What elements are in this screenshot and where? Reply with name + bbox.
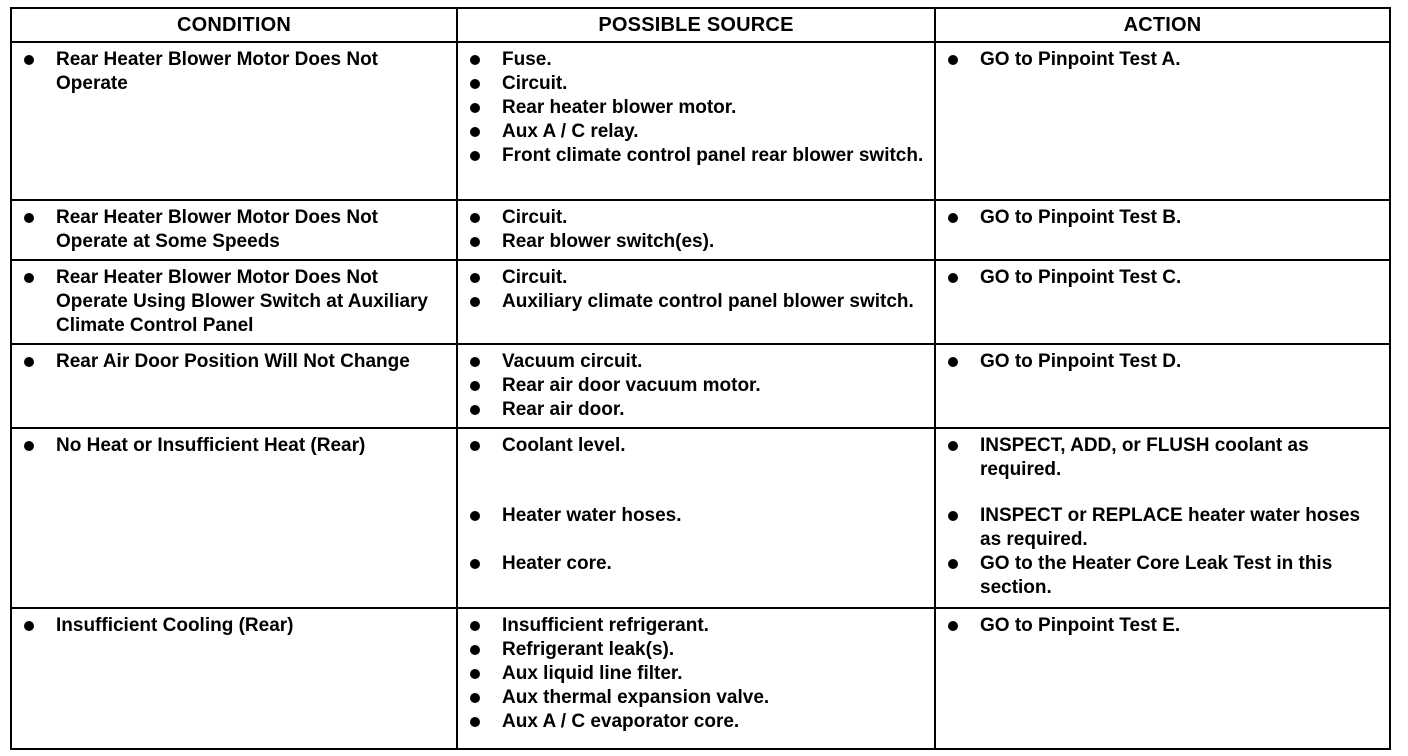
condition-cell xyxy=(11,608,457,749)
source-cell xyxy=(457,344,935,428)
source-text: Front climate control panel rear blower switch. xyxy=(502,145,924,166)
bullet-icon xyxy=(20,350,56,374)
bullet-icon xyxy=(466,144,502,168)
source-cell xyxy=(457,42,935,200)
condition-cell xyxy=(11,200,457,260)
bullet-icon xyxy=(466,614,502,638)
action-cell xyxy=(935,260,1390,344)
bullet-icon xyxy=(944,434,980,482)
table-row xyxy=(11,260,1390,344)
condition-text: Rear Heater Blower Motor Does Not Operate Using Blower Switch at Auxiliary Climate Control Panel xyxy=(56,267,429,336)
action-header: ACTION xyxy=(935,8,1390,42)
condition-text: Rear Heater Blower Motor Does Not Operate xyxy=(56,49,379,94)
bullet-icon xyxy=(466,434,502,458)
source-text: Insufficient refrigerant. xyxy=(502,615,709,636)
bullet-icon xyxy=(944,552,980,600)
bullet-icon xyxy=(466,638,502,662)
source-text: Circuit. xyxy=(502,267,568,288)
action-cell xyxy=(935,428,1390,608)
condition-cell xyxy=(11,260,457,344)
action-cell xyxy=(935,42,1390,200)
bullet-icon xyxy=(466,374,502,398)
source-text: Fuse. xyxy=(502,49,552,70)
source-text: Heater water hoses. xyxy=(502,505,682,526)
bullet-icon xyxy=(466,206,502,230)
condition-cell xyxy=(11,344,457,428)
bullet-icon xyxy=(466,552,502,576)
source-text: Coolant level. xyxy=(502,435,626,456)
action-text: GO to Pinpoint Test C. xyxy=(980,267,1182,288)
bullet-icon xyxy=(466,120,502,144)
bullet-icon xyxy=(466,96,502,120)
source-text: Aux liquid line filter. xyxy=(502,663,683,684)
action-text: INSPECT or REPLACE heater water hoses as required. xyxy=(980,505,1361,550)
action-text: GO to Pinpoint Test A. xyxy=(980,49,1181,70)
bullet-icon xyxy=(466,662,502,686)
condition-text: Rear Air Door Position Will Not Change xyxy=(56,351,410,372)
condition-text: Rear Heater Blower Motor Does Not Operate at Some Speeds xyxy=(56,207,379,252)
bullet-icon xyxy=(944,266,980,290)
table-row xyxy=(11,42,1390,200)
table-row xyxy=(11,428,1390,608)
bullet-icon xyxy=(20,434,56,458)
source-text: Refrigerant leak(s). xyxy=(502,639,675,660)
bullet-icon xyxy=(466,72,502,96)
condition-text: Insufficient Cooling (Rear) xyxy=(56,615,294,636)
bullet-icon xyxy=(944,350,980,374)
bullet-icon xyxy=(466,504,502,528)
source-text: Circuit. xyxy=(502,207,568,228)
table-row xyxy=(11,608,1390,749)
condition-text: No Heat or Insufficient Heat (Rear) xyxy=(56,435,366,456)
possible-source-header: POSSIBLE SOURCE xyxy=(457,8,935,42)
condition-cell xyxy=(11,42,457,200)
bullet-icon xyxy=(466,230,502,254)
source-cell xyxy=(457,200,935,260)
action-text: GO to Pinpoint Test B. xyxy=(980,207,1182,228)
bullet-icon xyxy=(20,48,56,96)
action-text: GO to Pinpoint Test E. xyxy=(980,615,1181,636)
source-text: Vacuum circuit. xyxy=(502,351,643,372)
table-row xyxy=(11,200,1390,260)
bullet-icon xyxy=(944,614,980,638)
action-cell xyxy=(935,200,1390,260)
action-cell xyxy=(935,344,1390,428)
bullet-icon xyxy=(466,290,502,314)
bullet-icon xyxy=(466,350,502,374)
bullet-icon xyxy=(944,504,980,552)
source-cell xyxy=(457,260,935,344)
action-cell xyxy=(935,608,1390,749)
source-text: Aux thermal expansion valve. xyxy=(502,687,770,708)
source-text: Aux A / C relay. xyxy=(502,121,639,142)
bullet-icon xyxy=(466,398,502,422)
bullet-icon xyxy=(944,48,980,72)
source-text: Rear blower switch(es). xyxy=(502,231,715,252)
bullet-icon xyxy=(466,266,502,290)
bullet-icon xyxy=(20,614,56,638)
source-text: Circuit. xyxy=(502,73,568,94)
source-text: Heater core. xyxy=(502,553,612,574)
header-row xyxy=(11,8,1390,42)
bullet-icon xyxy=(466,686,502,710)
bullet-icon xyxy=(20,266,56,338)
bullet-icon xyxy=(944,206,980,230)
source-text: Rear heater blower motor. xyxy=(502,97,737,118)
diagnosis-table xyxy=(10,7,1391,750)
table-row xyxy=(11,344,1390,428)
condition-header: CONDITION xyxy=(11,8,457,42)
source-text: Auxiliary climate control panel blower switch. xyxy=(502,291,914,312)
condition-cell xyxy=(11,428,457,608)
source-cell xyxy=(457,428,935,608)
action-text: INSPECT, ADD, or FLUSH coolant as required. xyxy=(980,435,1309,480)
action-text: GO to the Heater Core Leak Test in this section. xyxy=(980,553,1333,598)
action-text: GO to Pinpoint Test D. xyxy=(980,351,1182,372)
source-text: Aux A / C evaporator core. xyxy=(502,711,740,732)
source-text: Rear air door. xyxy=(502,399,625,420)
source-cell xyxy=(457,608,935,749)
bullet-icon xyxy=(466,710,502,734)
bullet-icon xyxy=(20,206,56,254)
source-text: Rear air door vacuum motor. xyxy=(502,375,761,396)
bullet-icon xyxy=(466,48,502,72)
